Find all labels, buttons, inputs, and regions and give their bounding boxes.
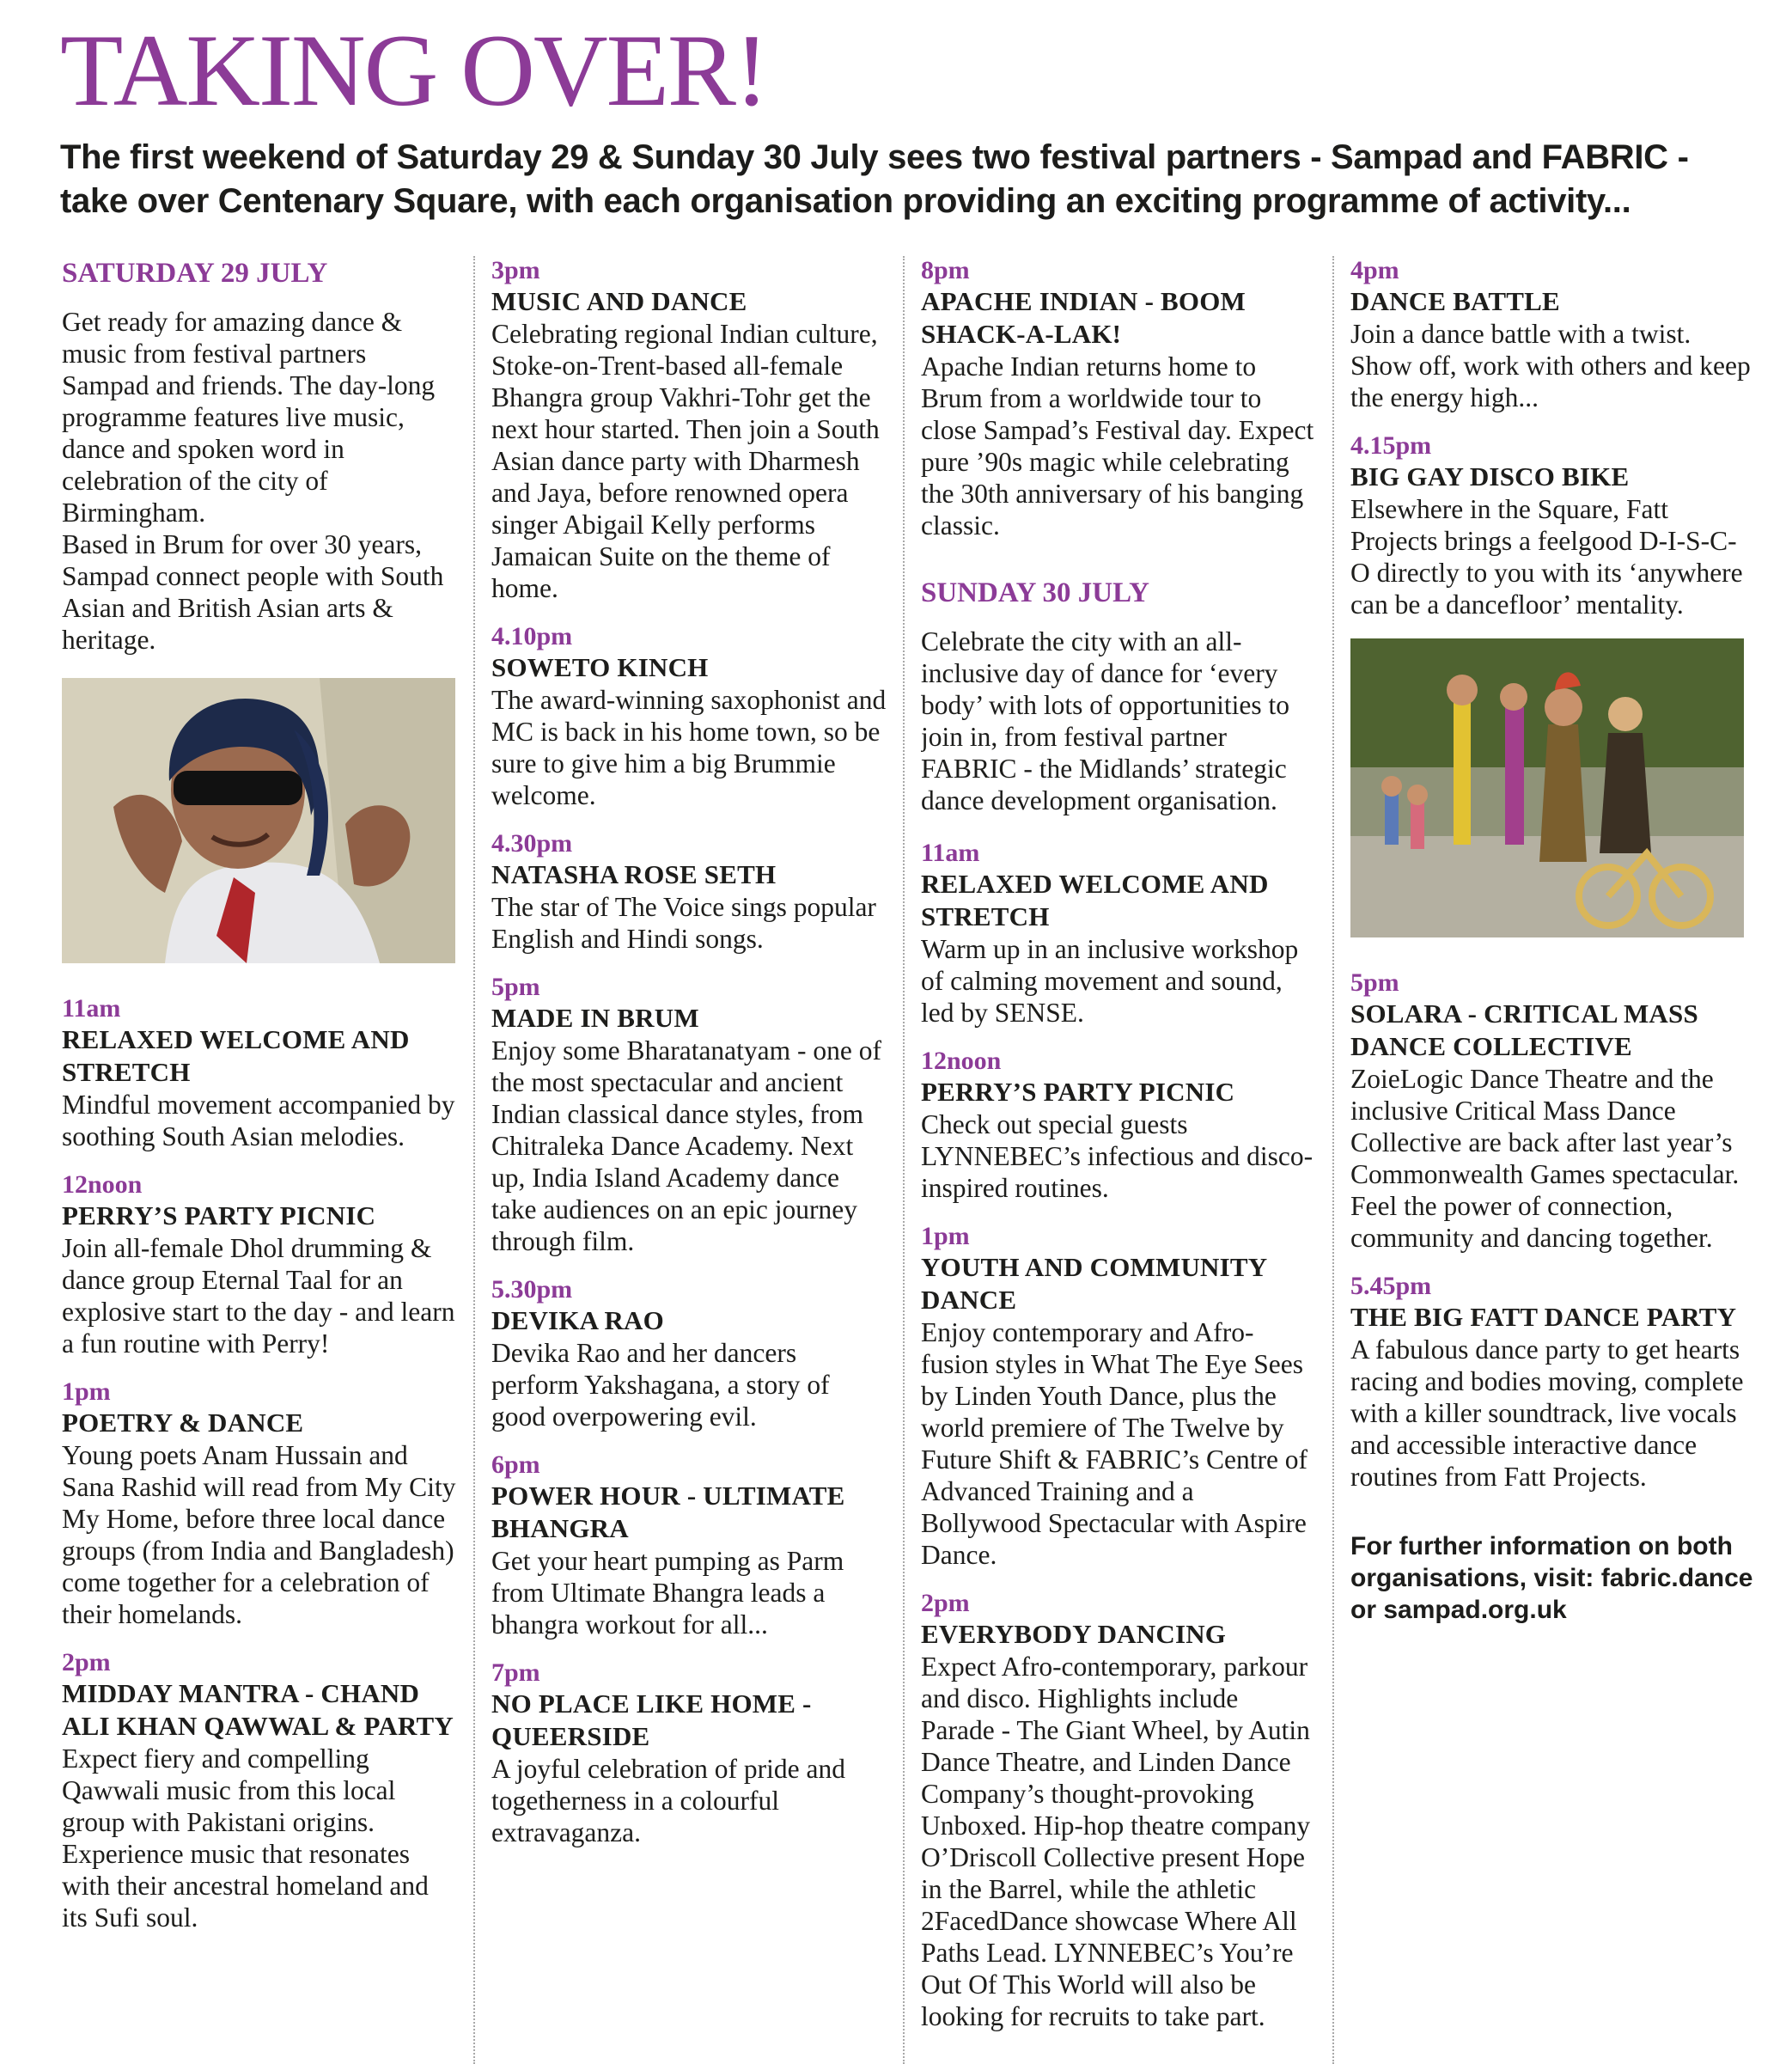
- event-title: MIDDAY MANTRA - CHAND ALI KHAN QAWWAL & PARTY: [62, 1678, 454, 1741]
- event-title: POETRY & DANCE: [62, 1408, 304, 1438]
- column-3: [921, 256, 1318, 2064]
- event-title: SOWETO KINCH: [491, 652, 709, 682]
- event-sat-5pm: [491, 973, 888, 1257]
- event-time: 6pm: [491, 1450, 540, 1479]
- disco-bike-photo: [1350, 638, 1744, 937]
- event-sat-3pm: [491, 256, 888, 604]
- event-title: PERRY’S PARTY PICNIC: [921, 1077, 1235, 1107]
- event-description: A joyful celebration of pride and togetherness in a colourful extravaganza.: [491, 1754, 845, 1847]
- event-sat-8pm: [921, 256, 1318, 541]
- event-sat-7pm: [491, 1658, 888, 1848]
- event-title: NATASHA ROSE SETH: [491, 859, 777, 889]
- event-description: Young poets Anam Hussain and Sana Rashid will read from My City My Home, before three local dance groups (from India and Bangladesh) come together for a celebration of their homelands.: [62, 1440, 456, 1629]
- day-heading-sunday: SUNDAY 30 JULY: [921, 577, 1149, 608]
- event-time: 1pm: [62, 1377, 111, 1406]
- portrait-illustration: [62, 678, 455, 963]
- event-time: 4.30pm: [491, 829, 573, 858]
- event-sat-5-30pm: [491, 1275, 888, 1432]
- event-description: Devika Rao and her dancers perform Yakshagana, a story of good overpowering evil.: [491, 1338, 830, 1432]
- event-description: Elsewhere in the Square, Fatt Projects brings a feelgood D-I-S-C-O directly to you with its ‘anywhere can be a dancefloor’ mentality.: [1350, 494, 1743, 620]
- event-sat-1pm: [62, 1377, 457, 1630]
- event-title: MADE IN BRUM: [491, 1003, 699, 1033]
- event-sun-11am: [921, 839, 1318, 1029]
- event-title: MUSIC AND DANCE: [491, 286, 747, 316]
- column-divider: [903, 256, 905, 2064]
- event-sat-12noon: [62, 1170, 457, 1359]
- column-divider: [473, 256, 475, 2064]
- event-title: BIG GAY DISCO BIKE: [1350, 461, 1630, 492]
- event-description: Enjoy contemporary and Afro-fusion styles in What The Eye Sees by Linden Youth Dance, plus the world premiere of The Twelve by Future Shift & FABRIC’s Centre of Advanced Training and a Bollywood Spectacular with Aspire Dance.: [921, 1317, 1308, 1570]
- event-time: 1pm: [921, 1222, 970, 1250]
- apache-indian-photo: [62, 678, 455, 963]
- event-time: 5.45pm: [1350, 1272, 1432, 1300]
- event-time: 11am: [921, 839, 980, 867]
- event-description: Check out special guests LYNNEBEC’s infectious and disco-inspired routines.: [921, 1109, 1314, 1203]
- event-time: 4.10pm: [491, 622, 573, 650]
- event-time: 5pm: [1350, 968, 1399, 997]
- event-description: Get your heart pumping as Parm from Ultimate Bhangra leads a bhangra workout for all...: [491, 1546, 844, 1640]
- further-info-note: For further information on both organisations, visit: fabric.dance or sampad.org.uk: [1350, 1532, 1753, 1624]
- event-description: Enjoy some Bharatanatyam - one of the most spectacular and ancient Indian classical dance styles, from Chitraleka Dance Academy. Next up, India Island Academy dance take audiences on an epic journey through film.: [491, 1035, 881, 1256]
- event-time: 4.15pm: [1350, 431, 1432, 460]
- event-title: PERRY’S PARTY PICNIC: [62, 1200, 376, 1230]
- event-time: 8pm: [921, 256, 970, 284]
- event-title: SOLARA - CRITICAL MASS DANCE COLLECTIVE: [1350, 998, 1698, 1061]
- event-time: 2pm: [921, 1589, 970, 1617]
- event-sun-5pm: [1350, 968, 1754, 1254]
- event-description: Mindful movement accompanied by soothing South Asian melodies.: [62, 1090, 455, 1151]
- event-description: The award-winning saxophonist and MC is back in his home town, so be sure to give him a big Brummie welcome.: [491, 685, 887, 810]
- event-description: Apache Indian returns home to Brum from a worldwide tour to close Sampad’s Festival day. Expect pure ’90s magic while celebrating the 30th anniversary of his banging classic.: [921, 351, 1314, 540]
- event-time: 11am: [62, 994, 121, 1023]
- event-time: 2pm: [62, 1648, 111, 1676]
- event-title: RELAXED WELCOME AND STRETCH: [62, 1024, 410, 1087]
- event-sat-11am: [62, 994, 457, 1152]
- event-title: DANCE BATTLE: [1350, 286, 1560, 316]
- event-sat-6pm: [491, 1450, 888, 1640]
- event-description: Celebrating regional Indian culture, Stoke-on-Trent-based all-female Bhangra group Vakhri-Tohr get the next hour started. Then join a South Asian dance party with Dharmesh and Jaya, before renowned opera singer Abigail Kelly performs Jamaican Suite on the theme of home.: [491, 319, 880, 603]
- event-sat-4-30pm: [491, 829, 888, 955]
- intro-paragraph: Based in Brum for over 30 years, Sampad connect people with South Asian and British Asian arts & heritage.: [62, 529, 444, 655]
- event-description: The star of The Voice sings popular English and Hindi songs.: [491, 892, 876, 954]
- event-description: Expect fiery and compelling Qawwali music from this local group with Pakistani origins. Experience music that resonates with their ancestral homeland and its Sufi soul.: [62, 1743, 429, 1933]
- event-title: YOUTH AND COMMUNITY DANCE: [921, 1252, 1267, 1315]
- event-sun-4-15pm: [1350, 431, 1754, 620]
- column-2: [491, 256, 888, 2064]
- event-title: THE BIG FATT DANCE PARTY: [1350, 1302, 1737, 1332]
- column-divider: [1332, 256, 1334, 2064]
- event-time: 3pm: [491, 256, 540, 284]
- event-time: 5.30pm: [491, 1275, 573, 1304]
- event-sun-2pm: [921, 1589, 1318, 2032]
- event-description: ZoieLogic Dance Theatre and the inclusive Critical Mass Dance Collective are back after last year’s Commonwealth Games spectacular. Feel the power of connection, community and dancing together.: [1350, 1064, 1740, 1253]
- event-title: EVERYBODY DANCING: [921, 1619, 1227, 1649]
- parade-illustration: [1350, 638, 1744, 937]
- event-title: POWER HOUR - ULTIMATE BHANGRA: [491, 1481, 845, 1543]
- event-time: 4pm: [1350, 256, 1399, 284]
- day-heading-saturday: SATURDAY 29 JULY: [62, 258, 328, 289]
- sunday-intro: Celebrate the city with an all-inclusive day of dance for ‘every body’ with lots of opportunities to join in, from festival partner FABRIC - the Midlands’ strategic dance development organisation.: [921, 626, 1290, 815]
- event-time: 12noon: [62, 1170, 143, 1199]
- event-description: A fabulous dance party to get hearts racing and bodies moving, complete with a killer soundtrack, live vocals and accessible interactive dance routines from Fatt Projects.: [1350, 1334, 1744, 1492]
- event-sat-4-10pm: [491, 622, 888, 811]
- event-sun-12noon: [921, 1047, 1318, 1204]
- event-title: APACHE INDIAN - BOOM SHACK-A-LAK!: [921, 286, 1246, 349]
- saturday-intro: [62, 306, 457, 656]
- column-4: [1350, 256, 1754, 2064]
- event-sun-1pm: [921, 1222, 1318, 1571]
- event-sat-2pm: [62, 1648, 457, 1933]
- event-sun-5-45pm: [1350, 1272, 1754, 1493]
- event-time: 5pm: [491, 973, 540, 1001]
- event-time: 7pm: [491, 1658, 540, 1687]
- event-description: Warm up in an inclusive workshop of calming movement and sound, led by SENSE.: [921, 934, 1299, 1028]
- event-time: 12noon: [921, 1047, 1002, 1075]
- event-description: Join all-female Dhol drumming & dance group Eternal Taal for an explosive start to the day - and learn a fun routine with Perry!: [62, 1233, 455, 1359]
- column-1: [62, 256, 457, 2064]
- event-title: RELAXED WELCOME AND STRETCH: [921, 869, 1269, 931]
- event-title: NO PLACE LIKE HOME - QUEERSIDE: [491, 1688, 812, 1751]
- standfirst: The first weekend of Saturday 29 & Sunday 30 July sees two festival partners - Sampad and FABRIC - take over Centenary Square, with each organisation providing an exciting programme of activity...: [60, 138, 1689, 220]
- event-title: DEVIKA RAO: [491, 1305, 664, 1335]
- event-description: Join a dance battle with a twist. Show off, work with others and keep the energy high...: [1350, 319, 1751, 412]
- event-sun-4pm: [1350, 256, 1754, 413]
- event-description: Expect Afro-contemporary, parkour and disco. Highlights include Parade - The Giant Wheel, by Autin Dance Theatre, and Linden Dance Company’s thought-provoking Unboxed. Hip-hop theatre company O’Driscoll Collective present Hope in the Barrel, while the athletic 2FacedDance showcase Where All Paths Lead. LYNNEBEC’s You’re Out Of This World will also be looking for recruits to take part.: [921, 1652, 1311, 2031]
- intro-paragraph: Get ready for amazing dance & music from festival partners Sampad and friends. The day-long programme features live music, dance and spoken word in celebration of the city of Birmingham.: [62, 307, 436, 528]
- page-title: TAKING OVER!: [60, 13, 767, 127]
